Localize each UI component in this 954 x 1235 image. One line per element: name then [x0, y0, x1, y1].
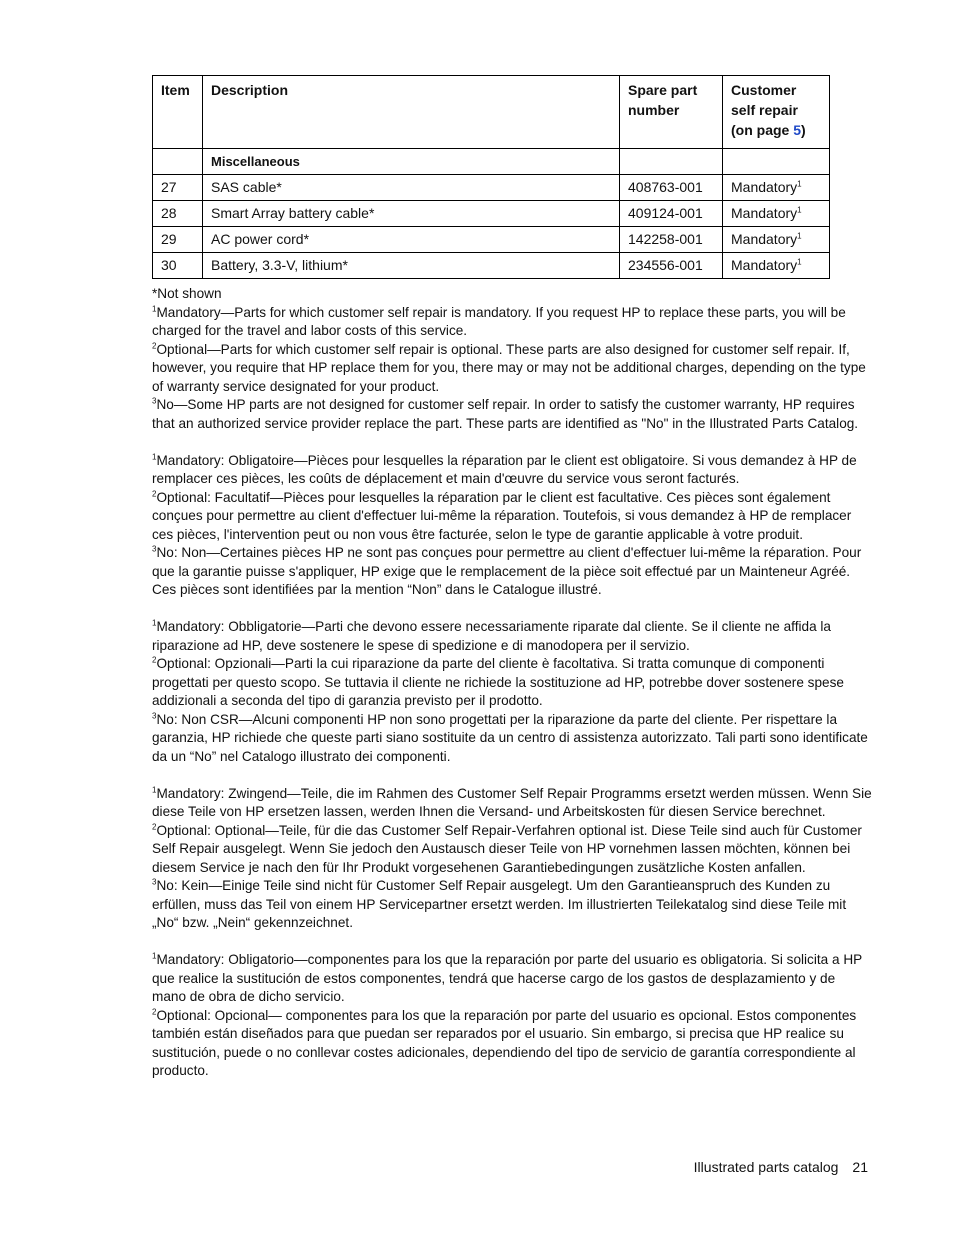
- note-en-no: [152, 396, 872, 433]
- note-en-mandatory: [152, 304, 872, 341]
- note-de-mandatory: [152, 785, 872, 822]
- row-description: SAS cable*: [203, 175, 620, 201]
- footer-section-title: Illustrated parts catalog: [693, 1159, 839, 1175]
- note-text: Mandatory: Zwingend—Teile, die im Rahmen des Customer Self Repair Programms ersetzt werden müssen. Wenn Sie diese Teile von HP ersetzen lassen, werden Ihnen die Versand- und Arbeitskosten für diesen Service berechnet.: [152, 785, 872, 819]
- note-text: Mandatory: Obbligatorie—Parti che devono essere necessariamente riparate dal cliente. Se il cliente ne affida la riparazione ad HP, deve sostenere le spese di spedizione e di manodopera per il servizio.: [152, 619, 831, 653]
- note-it-optional: [152, 655, 872, 711]
- header-csr-text: Customer self repair (on page: [731, 82, 798, 138]
- note-it-no: [152, 711, 872, 767]
- row-item: 29: [153, 227, 203, 253]
- row-csr: [723, 201, 830, 227]
- row-spare-part: 234556-001: [620, 253, 723, 279]
- row-spare-part: 142258-001: [620, 227, 723, 253]
- header-spare-part: Spare part number: [620, 76, 723, 149]
- note-text: Mandatory—Parts for which customer self repair is mandatory. If you request HP to replace these parts, you will be charged for the travel and labor costs of this service.: [152, 304, 846, 338]
- note-text: No: Kein—Einige Teile sind nicht für Customer Self Repair ausgelegt. Um den Garantieanspruch des Kunden zu erfüllen, muss das Teil von einem HP Servicepartner ersetzt werden. Im illustrierten Teilekatalog sind diese Teile mit „No“ bzw. „Nein“ gekennzeichnet.: [152, 878, 847, 930]
- table-row: [153, 175, 830, 201]
- not-shown-note: *Not shown: [152, 286, 222, 301]
- footnotes: [152, 285, 872, 1081]
- footnote-mark: 2: [152, 1006, 157, 1016]
- csr-value: Mandatory: [731, 231, 798, 247]
- footnote-mark: 1: [152, 451, 157, 461]
- row-csr: [723, 227, 830, 253]
- section-spare-cell: [620, 149, 723, 175]
- table-header-row: [153, 76, 830, 149]
- section-item-cell: [153, 149, 203, 175]
- csr-value: Mandatory: [731, 179, 798, 195]
- note-de-optional: [152, 822, 872, 878]
- footnote-mark: 2: [152, 488, 157, 498]
- note-fr-no: [152, 544, 872, 600]
- note-es-optional: [152, 1007, 872, 1081]
- row-item: 28: [153, 201, 203, 227]
- note-fr-optional: [152, 489, 872, 545]
- note-text: Optional: Opzionali—Parti la cui riparazione da parte del cliente è facoltativa. Si tratta comunque di componenti progettati per questo scopo. Se tuttavia il cliente ne richiede la sostituzione ad HP, potrebbe dover sostenere spese addizionali a seconda del tipo di garanzia previsto per il prodotto.: [152, 656, 844, 708]
- csr-value: Mandatory: [731, 257, 798, 273]
- note-de-no: [152, 877, 872, 933]
- footnote-mark: 1: [152, 784, 157, 794]
- note-text: No: Non—Certaines pièces HP ne sont pas conçues pour permettre au client d'effectuer lui-même la réparation. Pour que la garantie puisse s'appliquer, HP exige que le remplacement de la pièce soit effectué par un Mainteneur Agréé. Ces pièces sont identifiées par la mention “Non” dans le Catalogue illustré.: [152, 545, 862, 597]
- note-text: Mandatory: Obligatoire—Pièces pour lesquelles la réparation par le client est obligatoire. Si vous demandez à HP de remplacer ces pièces, les coûts de déplacement et main d'œuvre du service vous seront facturés.: [152, 452, 857, 486]
- row-item: 27: [153, 175, 203, 201]
- header-item: Item: [153, 76, 203, 149]
- note-text: No—Some HP parts are not designed for customer self repair. In order to satisfy the customer warranty, HP requires that an authorized service provider replace the part. These parts are identified as "No" in the Illustrated Parts Catalog.: [152, 397, 859, 431]
- note-es-mandatory: [152, 951, 872, 1007]
- footnote-mark: 1: [152, 951, 157, 961]
- row-description: Smart Array battery cable*: [203, 201, 620, 227]
- csr-value: Mandatory: [731, 205, 798, 221]
- note-en-optional: [152, 341, 872, 397]
- spacer: [152, 766, 872, 785]
- row-description: AC power cord*: [203, 227, 620, 253]
- page-number: 21: [852, 1159, 868, 1175]
- header-customer-self-repair: [723, 76, 830, 149]
- page-5-link[interactable]: 5: [793, 122, 802, 138]
- footnote-mark: 2: [152, 340, 157, 350]
- footnote-mark: 1: [152, 303, 157, 313]
- footnote-mark: 2: [152, 655, 157, 665]
- spacer: [152, 600, 872, 619]
- header-csr-suffix: ): [801, 122, 806, 138]
- footnote-mark: 3: [152, 710, 157, 720]
- row-spare-part: 408763-001: [620, 175, 723, 201]
- note-text: Optional—Parts for which customer self repair is optional. These parts are also designed for customer self repair. If, however, you require that HP replace them for you, there may or may not be additional charges, depending on the type of warranty service designated for your product.: [152, 341, 866, 394]
- parts-table: [152, 75, 830, 279]
- footnote-mark: 1: [797, 257, 802, 267]
- page-footer: [694, 1159, 868, 1175]
- row-item: 30: [153, 253, 203, 279]
- footnote-mark: 2: [152, 821, 157, 831]
- note-text: No: Non CSR—Alcuni componenti HP non sono progettati per la riparazione da parte del cliente. Per rispettare la garanzia, HP richiede che queste parti siano sostituite da un centro di assistenza autorizzato. Tali parti sono identificate da un “No” nel Catalogo illustrato dei componenti.: [152, 711, 868, 764]
- footnote-mark: 3: [152, 877, 157, 887]
- row-description: Battery, 3.3-V, lithium*: [203, 253, 620, 279]
- document-page: [152, 75, 872, 1081]
- footnote-mark: 1: [797, 205, 802, 215]
- section-title: Miscellaneous: [203, 149, 620, 175]
- footnote-mark: 3: [152, 396, 157, 406]
- header-description: Description: [203, 76, 620, 149]
- note-text: Mandatory: Obligatorio—componentes para los que la reparación por parte del usuario es obligatoria. Si solicita a HP que realice la sustitución de estos componentes, tendrá que hacerse cargo de los gastos de desplazamiento y de mano de obra de dicho servicio.: [152, 952, 862, 1004]
- section-row: [153, 149, 830, 175]
- row-csr: [723, 253, 830, 279]
- row-csr: [723, 175, 830, 201]
- table-row: [153, 201, 830, 227]
- footnote-mark: 1: [152, 618, 157, 628]
- spacer: [152, 933, 872, 952]
- footnote-mark: 3: [152, 544, 157, 554]
- note-text: Optional: Opcional— componentes para los que la reparación por parte del usuario es opcional. Estos componentes también están diseñados para que puedan ser reparados por el usuario. Sin embargo, si precisa que HP realice su sustitución, puede o no conllevar costes adicionales, dependiendo del tipo de servicio de garantía correspondiente al producto.: [152, 1007, 857, 1078]
- table-row: [153, 227, 830, 253]
- footnote-mark: 1: [797, 179, 802, 189]
- note-it-mandatory: [152, 618, 872, 655]
- note-text: Optional: Facultatif—Pièces pour lesquelles la réparation par le client est facultative. Ces pièces sont également conçues pour permettre au client d'effectuer lui-même la réparation. Toutefois, si vous demandez à HP de remplacer ces pièces, l'intervention peut ou non vous être facturée, selon le type de garantie applicable à votre produit.: [152, 489, 852, 542]
- section-csr-cell: [723, 149, 830, 175]
- spacer: [152, 433, 872, 452]
- footnote-mark: 1: [797, 231, 802, 241]
- table-row: [153, 253, 830, 279]
- note-fr-mandatory: [152, 452, 872, 489]
- note-text: Optional: Optional—Teile, für die das Customer Self Repair-Verfahren optional ist. Diese Teile sind auch für Customer Self Repair ausgelegt. Wenn Sie jedoch den Austausch dieser Teile von HP vornehmen lassen möchten, können bei diesem Service je nach den für Ihr Produkt vorgesehenen Garantiebedingungen zusätzliche Kosten anfallen.: [152, 822, 862, 875]
- row-spare-part: 409124-001: [620, 201, 723, 227]
